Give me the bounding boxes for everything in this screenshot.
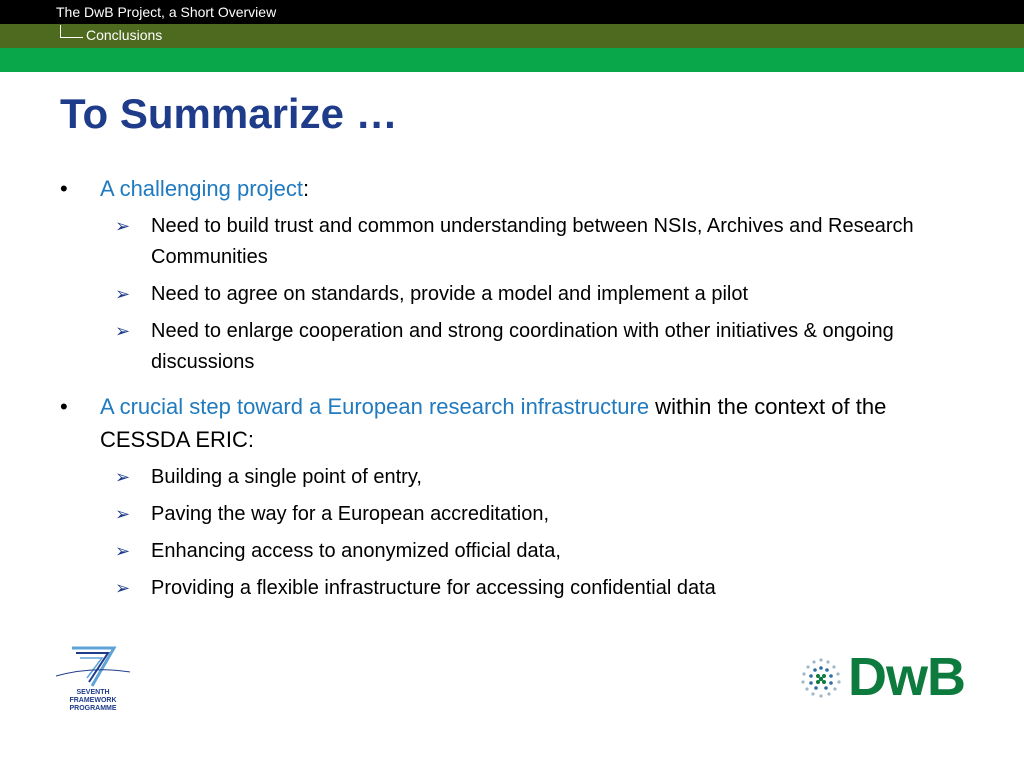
dwb-logo-text: DwB (848, 647, 965, 707)
bullet-challenging-project (60, 172, 960, 205)
fp7-label: SEVENTH FRAMEWORK PROGRAMME (69, 689, 117, 712)
list-item-text: Need to build trust and common understanding between NSIs, Archives and Research Communities (151, 215, 914, 268)
list-item-text: Paving the way for a European accreditation, (151, 503, 550, 525)
arrow-bullet-icon: ➢ (115, 284, 131, 304)
arrow-bullet-icon: ➢ (115, 321, 131, 341)
bullet-dot-icon: • (60, 394, 68, 419)
bullet-text: within the context of the CESSDA ERIC: (100, 394, 887, 452)
slide-title: To Summarize … (60, 90, 398, 137)
slide-content (60, 172, 960, 616)
bullet-crucial-step (60, 390, 960, 456)
arrow-bullet-icon: ➢ (115, 578, 131, 598)
dwb-globe-icon (798, 655, 844, 701)
list-item-text: Need to agree on standards, provide a model and implement a pilot (151, 283, 749, 305)
header-bottom-bar (0, 48, 1024, 72)
fp7-seven-icon (52, 642, 134, 690)
bullet-dot-icon: • (60, 176, 68, 201)
list-item (60, 316, 960, 378)
list-item-text: Building a single point of entry, (151, 466, 422, 488)
presentation-title: The DwB Project, a Short Overview (56, 4, 277, 20)
list-item (60, 211, 960, 273)
list-item-text: Enhancing access to anonymized official data, (151, 540, 561, 562)
list-item-text: Providing a flexible infrastructure for accessing confidential data (151, 577, 716, 599)
list-item (60, 279, 960, 310)
tree-connector-icon (60, 25, 83, 38)
sub-list (60, 462, 960, 604)
list-item (60, 462, 960, 493)
list-item-text: Need to enlarge cooperation and strong coordination with other initiatives & ongoing discussions (151, 320, 894, 373)
bullet-accent-text: A challenging project (100, 176, 304, 201)
section-name: Conclusions (86, 27, 163, 43)
list-item (60, 573, 960, 604)
bullet-text: : (303, 176, 310, 201)
arrow-bullet-icon: ➢ (115, 541, 131, 561)
arrow-bullet-icon: ➢ (115, 504, 131, 524)
list-item (60, 536, 960, 567)
arrow-bullet-icon: ➢ (115, 467, 131, 487)
arrow-bullet-icon: ➢ (115, 216, 131, 236)
sub-list (60, 211, 960, 378)
bullet-accent-text: A crucial step toward a European research infrastructure (100, 394, 650, 419)
fp7-logo (52, 642, 134, 710)
list-item (60, 499, 960, 530)
